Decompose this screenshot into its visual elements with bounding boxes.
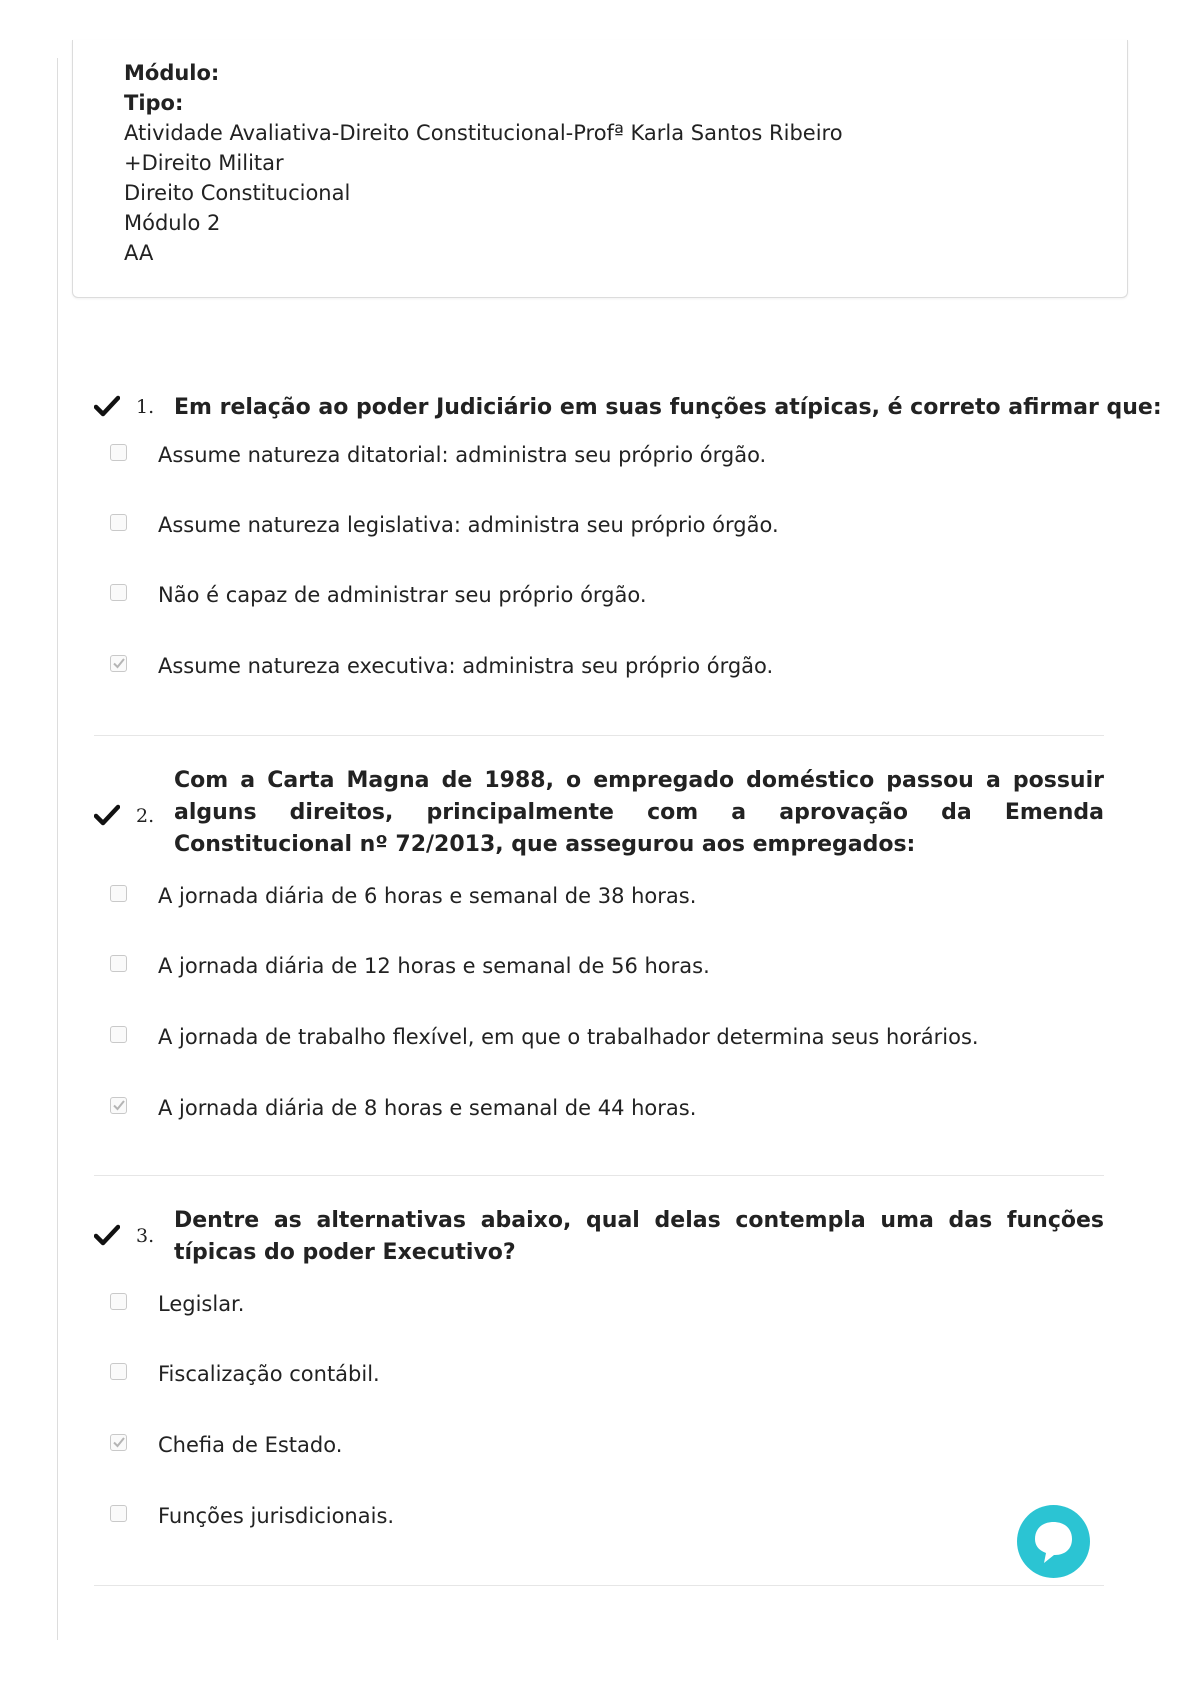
- activity-title: Atividade Avaliativa-Direito Constitucional-Profª Karla Santos Ribeiro: [124, 121, 843, 145]
- checkbox-check-icon: [112, 1435, 126, 1449]
- option-checkbox[interactable]: [110, 514, 127, 531]
- option-3a[interactable]: [110, 1293, 1100, 1323]
- option-1d[interactable]: [110, 655, 1100, 685]
- option-label: A jornada de trabalho flexível, em que o trabalhador determina seus horários.: [158, 1025, 979, 1049]
- option-1b[interactable]: [110, 514, 1100, 544]
- question-text: Em relação ao poder Judiciário em suas funções atípicas, é correto afirmar que:: [174, 395, 1162, 420]
- module-name: Módulo 2: [124, 211, 221, 235]
- option-checkbox[interactable]: [110, 584, 127, 601]
- option-2d[interactable]: [110, 1097, 1100, 1127]
- option-label: A jornada diária de 12 horas e semanal de 56 horas.: [158, 954, 710, 978]
- activity-type: AA: [124, 241, 154, 265]
- left-border-line: [57, 58, 58, 1640]
- checkbox-check-icon: [112, 656, 126, 670]
- option-checkbox[interactable]: [110, 1026, 127, 1043]
- question-number: 2.: [136, 805, 155, 827]
- option-label: A jornada diária de 6 horas e semanal de 38 horas.: [158, 884, 697, 908]
- discipline-name: Direito Constitucional: [124, 181, 351, 205]
- option-3d[interactable]: [110, 1505, 1100, 1535]
- question-divider: [94, 1585, 1104, 1586]
- correct-check-icon: [94, 1222, 120, 1248]
- option-checkbox[interactable]: [110, 1363, 127, 1380]
- course-name: +Direito Militar: [124, 151, 284, 175]
- option-checkbox[interactable]: [110, 444, 127, 461]
- option-label: A jornada diária de 8 horas e semanal de 44 horas.: [158, 1096, 697, 1120]
- option-2b[interactable]: [110, 955, 1100, 985]
- question-divider: [94, 735, 1104, 736]
- option-checkbox-checked[interactable]: [110, 655, 127, 672]
- option-2a[interactable]: [110, 885, 1100, 915]
- question-divider: [94, 1175, 1104, 1176]
- option-3b[interactable]: [110, 1363, 1100, 1393]
- option-checkbox[interactable]: [110, 955, 127, 972]
- option-label: Funções jurisdicionais.: [158, 1504, 395, 1528]
- option-label: Não é capaz de administrar seu próprio órgão.: [158, 583, 647, 607]
- option-label: Assume natureza legislativa: administra seu próprio órgão.: [158, 513, 779, 537]
- activity-info-card: [72, 40, 1128, 298]
- option-checkbox[interactable]: [110, 1293, 127, 1310]
- option-checkbox-checked[interactable]: [110, 1097, 127, 1114]
- option-2c[interactable]: [110, 1026, 1100, 1056]
- option-label: Assume natureza executiva: administra seu próprio órgão.: [158, 654, 774, 678]
- checkbox-check-icon: [112, 1098, 126, 1112]
- chat-bubble-icon: [1017, 1505, 1090, 1578]
- option-3c[interactable]: [110, 1434, 1100, 1464]
- option-checkbox[interactable]: [110, 1505, 127, 1522]
- option-checkbox-checked[interactable]: [110, 1434, 127, 1451]
- question-text: Dentre as alternativas abaixo, qual delas contempla uma das funções típicas do poder Executivo?: [174, 1208, 1104, 1265]
- question-number: 3.: [136, 1225, 155, 1247]
- activity-info-lines: [124, 58, 843, 268]
- option-checkbox[interactable]: [110, 885, 127, 902]
- question-number: 1.: [136, 396, 155, 418]
- option-label: Assume natureza ditatorial: administra seu próprio órgão.: [158, 443, 767, 467]
- correct-check-icon: [94, 393, 120, 419]
- option-label: Chefia de Estado.: [158, 1433, 343, 1457]
- module-label: Módulo:: [124, 61, 220, 85]
- option-1a[interactable]: [110, 444, 1100, 474]
- question-text: Com a Carta Magna de 1988, o empregado doméstico passou a possuir alguns direitos, principalmente com a aprovação da Emenda Constitucional nº 72/2013, que assegurou aos empregados:: [174, 768, 1104, 857]
- option-label: Fiscalização contábil.: [158, 1362, 380, 1386]
- chat-button[interactable]: [1017, 1505, 1090, 1578]
- option-1c[interactable]: [110, 584, 1100, 614]
- correct-check-icon: [94, 802, 120, 828]
- type-label: Tipo:: [124, 91, 184, 115]
- option-label: Legislar.: [158, 1292, 245, 1316]
